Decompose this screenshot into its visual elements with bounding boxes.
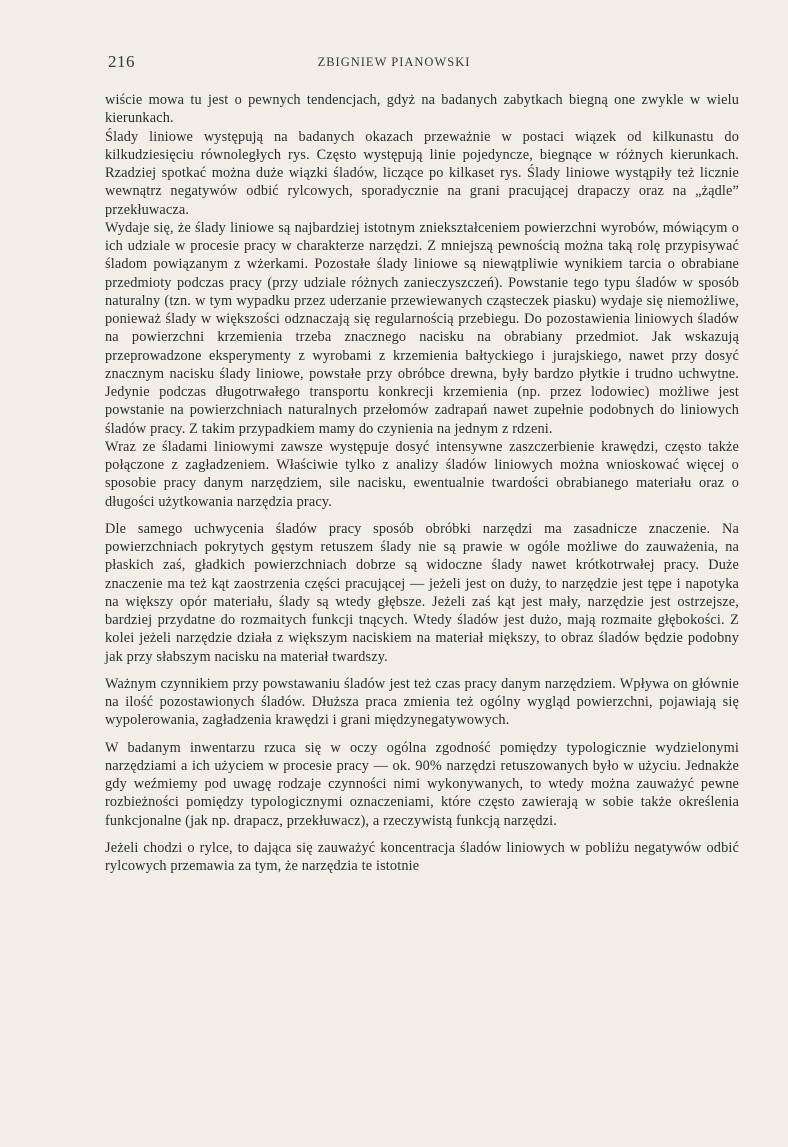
paragraph: Wraz ze śladami liniowymi zawsze występuje dosyć intensywne zaszczerbienie krawędzi, często także połączone z zagładzeniem. Właściwie tylko z analizy śladów liniowych można wnioskować więcej o sposobie pracy danym narzędziem, sile nacisku, ewentualnie twardości obrabianego materiału oraz o długości użytkowania narzędzia pracy. — [105, 438, 739, 510]
page-header — [0, 52, 788, 76]
page-number: 216 — [108, 52, 135, 71]
paragraph: W badanym inwentarzu rzuca się w oczy ogólna zgodność pomiędzy typologicznie wydzielonymi narzędziami a ich użyciem w procesie pracy — ok. 90% narzędzi retuszowanych było w użyciu. Jednakże gdy weźmiemy pod uwagę rodzaje czynności nimi wykonywanych, to wtedy można zauważyć pewne rozbieżności pomiędzy typologicznymi oznaczeniami, które często zawierają w sobie także określenia funkcjonalne (jak np. drapacz, przekłuwacz), a rzeczywistą funkcją narzędzi. — [105, 739, 739, 829]
running-head: ZBIGNIEW PIANOWSKI — [317, 55, 471, 69]
paragraph: Ślady liniowe występują na badanych okazach przeważnie w postaci wiązek od kilkunastu do kilkudziesięciu równoległych rys. Często występują linie pojedyncze, biegnące w różnych kierunkach. Rzadziej spotkać można duże wiązki śladów, liczące po kilkaset rys. Ślady liniowe wystąpiły też licznie wewnątrz negatywów odbić rylcowych, sporadycznie na grani pracującej drapaczy oraz na „żądle” przekłuwacza. — [105, 128, 739, 218]
paragraph: Dle samego uchwycenia śladów pracy sposób obróbki narzędzi ma zasadnicze znaczenie. Na powierzchniach pokrytych gęstym retuszem ślady nie są prawie w ogóle możliwe do zauważenia, na płaskich zaś, gładkich powierzchniach dobrze są widoczne ślady nawet krótkotrwałej pracy. Duże znaczenie ma też kąt zaostrzenia części pracującej — jeżeli jest on duży, to narzędzie jest tępe i napotyka na większy opór materiału, ślady są wtedy głębsze. Jeżeli zaś kąt jest mały, narzędzie jest ostrzejsze, bardziej przydatne do rozmaitych funkcji tnących. Wtedy śladów jest dużo, mają rozmaite głębokości. Z kolei jeżeli narzędzie działa z większym naciskiem na materiał miększy, to obraz śladów będzie podobny jak przy słabszym nacisku na materiał twardszy. — [105, 520, 739, 665]
paragraph: Wydaje się, że ślady liniowe są najbardziej istotnym zniekształceniem powierzchni wyrobów, mówiącym o ich udziale w procesie pracy w charakterze narzędzi. Z mniejszą pewnością można taką rolę przypisywać śladom powiązanym z wżerkami. Pozostałe ślady liniowe są niewątpliwie wynikiem tarcia o obrabiane przedmioty podczas pracy (przy udziale różnych zanieczyszczeń). Powstanie tego typu śladów w sposób naturalny (tzn. w tym wypadku przez uderzanie przewiewanych cząsteczek piasku) wydaje się niemożliwe, ponieważ ślady w większości odznaczają się regularnością przebiegu. Do pozostawienia liniowych śladów na powierzchni krzemienia trzeba znacznego nacisku na obrabiany przedmiot. Jak wskazują przeprowadzone eksperymenty z wyrobami z krzemienia bałtyckiego i jurajskiego, nawet przy dosyć znacznym nacisku ślady liniowe, powstałe przy obróbce drewna, były bardzo płytkie i trudno uchwytne. Jedynie podczas długotrwałego transportu konkrecji krzemienia (np. przez lodowiec) możliwe jest powstanie na powierzchniach naturalnych przełomów zadrapań nawet zupełnie podobnych do liniowych śladów pracy. Z takim przypadkiem mamy do czynienia na jednym z rdzeni. — [105, 219, 739, 437]
text-body — [105, 91, 739, 875]
paragraph: Jeżeli chodzi o rylce, to dająca się zauważyć koncentracja śladów liniowych w pobliżu negatywów odbić rylcowych przemawia za tym, że narzędzia te istotnie — [105, 839, 739, 874]
paragraph: wiście mowa tu jest o pewnych tendencjach, gdyż na badanych zabytkach biegną one zwykle w wielu kierunkach. — [105, 92, 739, 127]
paragraph: Ważnym czynnikiem przy powstawaniu śladów jest też czas pracy danym narzędziem. Wpływa on głównie na ilość pozostawionych śladów. Dłuższa praca zmienia też ogólny wygląd powierzchni, pojawiają się wypolerowania, zagładzenia krawędzi i grani międzynegatywowych. — [105, 675, 739, 729]
